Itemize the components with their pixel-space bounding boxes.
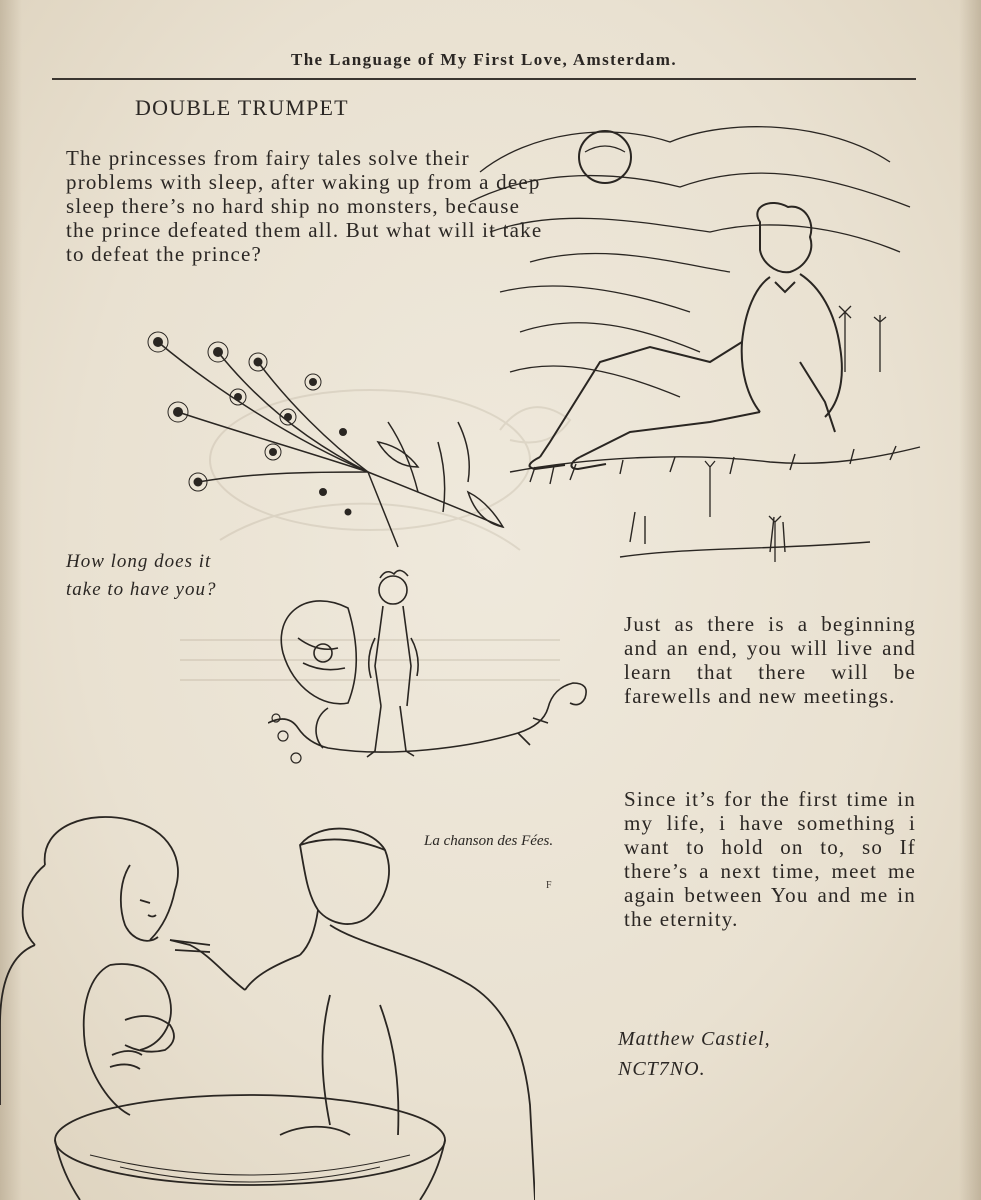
moon [579,131,631,183]
question-line: How long does it [66,551,212,572]
illustration-caption: La chanson des Fées. [424,833,554,849]
woman-figure [0,817,178,1115]
question-text [66,548,296,604]
flower-sprig-illustration [138,322,513,557]
wildflowers [705,306,886,562]
grass-ground [510,446,920,557]
man-figure [170,829,535,1200]
round-table [55,1095,445,1200]
signature-line: Matthew Castiel, [618,1028,771,1050]
signature [618,1024,771,1084]
folio-mark: F [546,880,552,891]
paragraph-beginning-and-end: Just as there is a beginning and an end, you will live and learn that there will be farewells and new meetings. [624,612,916,708]
article-title: DOUBLE TRUMPET [135,95,349,120]
paragraph-first-time: Since it’s for the first time in my life, i have something i want to hold on to, so If there’s a next time, meet me again between You and me in the eternity. [624,787,916,931]
couple-at-table-illustration [0,805,535,1200]
fairy-flowers [272,714,301,763]
signature-line: NCT7NO. [618,1058,706,1080]
question-line: take to have you? [66,579,217,600]
header-rule [52,78,916,80]
reclining-boy [530,203,842,469]
fairy-illustration [268,568,590,776]
running-head: The Language of My First Love, Amsterdam. [290,50,678,69]
intro-paragraph: The princesses from fairy tales solve their problems with sleep, after waking up from a deep sleep there’s no hard ship no monsters, because the prince defeated them all. But what will it take to defeat the prince? [66,146,543,266]
page-right-shadow [959,0,981,1200]
sprig-blossoms [153,337,352,516]
boy-under-moon-illustration [470,112,930,582]
